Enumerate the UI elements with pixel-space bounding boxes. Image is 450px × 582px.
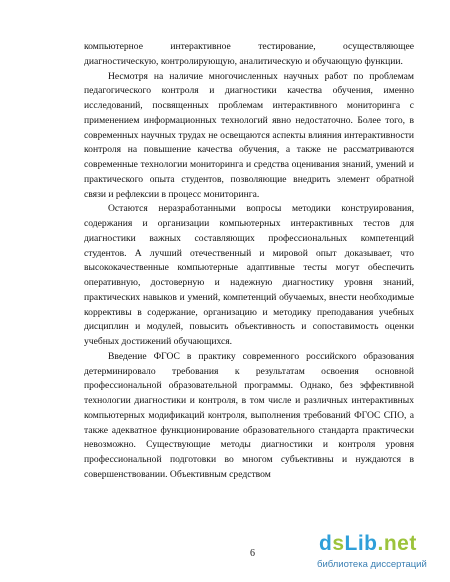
- text-line: дисциплин и модулей, повысить объективность и сопоставимость оценки: [84, 321, 414, 333]
- text-line: профессиональной образовательной программы. Однако, без эффективной: [84, 380, 414, 392]
- body-text: [84, 40, 414, 483]
- text-line: практических навыков и умений, компетенций обучаемых, внести необходимые: [84, 291, 414, 303]
- text-line: современные технологии мониторинга и средства оценивания знаний, умений и: [84, 159, 414, 170]
- logo-part-s: s: [332, 532, 345, 555]
- logo-part-d: d: [319, 532, 333, 555]
- text-line: студентов. А лучший отечественный и мировой опыт доказывает, что: [84, 247, 414, 259]
- text-line: детерминировало требования к результатам освоения основной: [84, 365, 414, 377]
- text-line: содержания и организации компьютерных интерактивных тестов для: [84, 218, 414, 229]
- text-line: невозможно. Существующие методы диагностики и контроля уровня: [84, 439, 414, 451]
- text-line: диагностическую, контролирующую, аналитическую и обучающую функции.: [84, 55, 403, 67]
- text-line: практического опыта студентов, позволяющие внедрить элемент обратной: [84, 173, 414, 185]
- text-line: современных научных трудах не освещаются аспекты влияния интерактивности: [84, 129, 414, 141]
- text-line: также адекватное функционирование образовательного стандарта практически: [84, 424, 414, 436]
- page-number: 6: [250, 548, 255, 559]
- logo-part-lib: Lib: [344, 532, 378, 555]
- text-line: применением информационных технологий явно недостаточно. Более того, в: [84, 114, 414, 126]
- watermark-subtitle: библиотека диссертаций: [317, 559, 427, 570]
- text-line: диагностики важных составляющих профессиональных компетенций: [84, 232, 414, 244]
- text-line: Несмотря на наличие многочисленных научных работ по проблемам: [108, 70, 414, 82]
- text-line: профессиональной подготовки во многом субъективны и нуждаются в: [84, 454, 414, 465]
- dslib-watermark[interactable]: [317, 532, 445, 576]
- dslib-logo: [319, 532, 417, 556]
- text-line: педагогического контроля и диагностики качества обучения, именно: [84, 85, 414, 97]
- text-line: контроля на повышение качества обучения, а также не рассматриваются: [84, 144, 414, 156]
- text-line: Остаются неразработанными вопросы методики конструирования,: [108, 203, 414, 215]
- text-line: технологии диагностики и контроля, в том числе и различных интерактивных: [84, 395, 414, 406]
- logo-part-net: .net: [377, 532, 417, 555]
- text-line: коррективы в содержание, организацию и методику преподавания учебных: [84, 306, 414, 318]
- text-line: высококачественные компьютерные адаптивные тесты могут обеспечить: [84, 262, 414, 274]
- text-line: учебных достижений обучающихся.: [84, 336, 233, 347]
- text-line: компьютерное интерактивное тестирование, осуществляющее: [84, 41, 414, 52]
- text-line: исследований, посвященных проблемам интерактивного мониторинга с: [84, 100, 414, 111]
- text-line: компьютерных модификаций контроля, выполнения требований ФГОС СПО, а: [84, 409, 414, 421]
- text-line: Введение ФГОС в практику современного российского образования: [108, 350, 414, 362]
- text-line: оперативную, достоверную и надежную диагностику уровня знаний,: [84, 277, 414, 288]
- text-line: совершенствовании. Объективным средством: [84, 468, 271, 480]
- text-line: связи и рефлексии в процесс мониторинга.: [84, 188, 260, 200]
